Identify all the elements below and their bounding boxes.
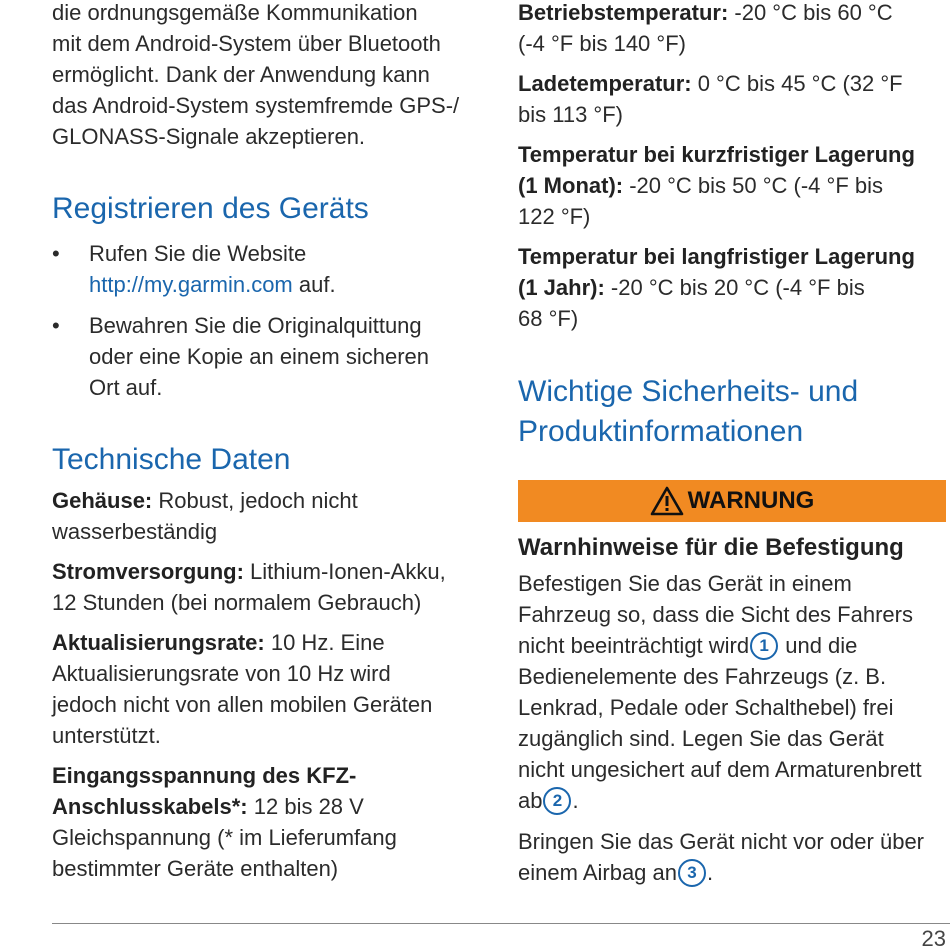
safety-heading <box>518 372 943 452</box>
spec-label: (1 Monat): <box>518 173 624 198</box>
mount-paragraph-1 <box>518 568 943 816</box>
spec-value: (-4 °F bis 140 °F) <box>518 31 686 56</box>
spec-housing <box>52 485 472 547</box>
spec-value: 0 °C bis 45 °C (32 °F <box>691 71 903 96</box>
spec-operating-temp <box>518 0 943 59</box>
left-column <box>52 0 472 884</box>
spec-value: bis 113 °F) <box>518 102 623 127</box>
para-line: Bedienelemente des Fahrzeugs (z. B. <box>518 664 887 689</box>
spec-label: Betriebstemperatur: <box>518 0 729 25</box>
spec-input-voltage <box>52 760 472 884</box>
spec-label: Ladetemperatur: <box>518 71 692 96</box>
safety-heading-line: Wichtige Sicherheits- und <box>518 375 859 408</box>
para-line: Lenkrad, Pedale oder Schalthebel) frei <box>518 695 894 720</box>
mount-paragraph-2 <box>518 826 943 888</box>
para-line: nicht ungesichert auf dem Armaturenbrett <box>518 757 922 782</box>
spec-value: wasserbeständig <box>52 519 218 544</box>
para-line: ab <box>518 788 543 813</box>
spec-value: unterstützt. <box>52 723 161 748</box>
spec-value: jedoch nicht von allen mobilen Geräten <box>52 692 433 717</box>
spec-label: Gehäuse: <box>52 488 153 513</box>
warning-banner <box>518 480 946 522</box>
intro-line: mit dem Android-System über Bluetooth <box>52 31 441 56</box>
garmin-website-link[interactable]: http://my.garmin.com <box>89 272 293 297</box>
bullet-mark: • <box>52 241 60 266</box>
intro-paragraph <box>52 0 472 152</box>
spec-value: Robust, jedoch nicht <box>152 488 358 513</box>
register-list <box>52 238 472 403</box>
para-line: Befestigen Sie das Gerät in einem <box>518 571 852 596</box>
list-item-line: Ort auf. <box>89 375 163 400</box>
spec-value: 12 Stunden (bei normalem Gebrauch) <box>52 590 422 615</box>
right-column <box>518 0 943 888</box>
intro-line: die ordnungsgemäße Kommunikation <box>52 0 418 25</box>
tech-heading: Technische Daten <box>52 443 291 476</box>
spec-label: Temperatur bei kurzfristiger Lagerung <box>518 142 915 167</box>
spec-value: 10 Hz. Eine <box>264 630 385 655</box>
register-heading: Registrieren des Geräts <box>52 192 369 225</box>
list-item <box>52 310 472 403</box>
spec-label: (1 Jahr): <box>518 275 605 300</box>
para-line: und die <box>779 633 858 658</box>
spec-value: 122 °F) <box>518 204 591 229</box>
para-line: . <box>572 788 579 813</box>
list-item-text <box>89 310 429 403</box>
list-item-line: oder eine Kopie an einem sicheren <box>89 344 430 369</box>
list-item-tail: auf. <box>292 272 336 297</box>
spec-power <box>52 556 472 618</box>
list-item-line: Rufen Sie die Website <box>89 241 307 266</box>
spec-short-storage <box>518 139 943 232</box>
callout-3-icon: 3 <box>678 859 706 887</box>
spec-value: bestimmter Geräte enthalten) <box>52 856 339 881</box>
spec-label: Eingangsspannung des KFZ- <box>52 763 357 788</box>
list-item-line: Bewahren Sie die Originalquittung <box>89 313 422 338</box>
para-line: Bringen Sie das Gerät nicht vor oder über <box>518 829 925 854</box>
spec-value: Aktualisierungsrate von 10 Hz wird <box>52 661 391 686</box>
spec-update-rate <box>52 627 472 751</box>
spec-value: -20 °C bis 50 °C (-4 °F bis <box>623 173 884 198</box>
spec-list <box>52 485 472 884</box>
safety-heading-line: Produktinformationen <box>518 415 804 448</box>
spec-value: -20 °C bis 60 °C <box>728 0 893 25</box>
para-line: einem Airbag an <box>518 860 677 885</box>
spec-value: Lithium-Ionen-Akku, <box>243 559 446 584</box>
intro-line: GLONASS-Signale akzeptieren. <box>52 124 366 149</box>
spec-value: 12 bis 28 V <box>247 794 364 819</box>
spec-label: Aktualisierungsrate: <box>52 630 265 655</box>
warning-label: WARNUNG <box>687 487 815 514</box>
para-line: nicht beeinträchtigt wird <box>518 633 750 658</box>
list-item-text <box>89 238 336 300</box>
warning-triangle-icon <box>650 486 684 516</box>
bullet-mark: • <box>52 313 60 338</box>
mount-heading: Warnhinweise für die Befestigung <box>518 534 904 561</box>
para-line: zugänglich sind. Legen Sie das Gerät <box>518 726 884 751</box>
footer-divider <box>52 923 950 924</box>
callout-2-icon: 2 <box>543 787 571 815</box>
spec-label: Stromversorgung: <box>52 559 244 584</box>
spec-value: -20 °C bis 20 °C (-4 °F bis <box>604 275 865 300</box>
page-number: 23 <box>921 926 946 951</box>
intro-line: das Android-System systemfremde GPS-/ <box>52 93 460 118</box>
spec-long-storage <box>518 241 943 334</box>
spec-label: Anschlusskabels*: <box>52 794 248 819</box>
list-item <box>52 238 472 300</box>
spec-value: 68 °F) <box>518 306 579 331</box>
spec-charging-temp <box>518 68 943 130</box>
para-line: . <box>707 860 714 885</box>
intro-line: ermöglicht. Dank der Anwendung kann <box>52 62 430 87</box>
callout-1-icon: 1 <box>750 632 778 660</box>
spec-value: Gleichspannung (* im Lieferumfang <box>52 825 397 850</box>
para-line: Fahrzeug so, dass die Sicht des Fahrers <box>518 602 913 627</box>
spec-label: Temperatur bei langfristiger Lagerung <box>518 244 915 269</box>
